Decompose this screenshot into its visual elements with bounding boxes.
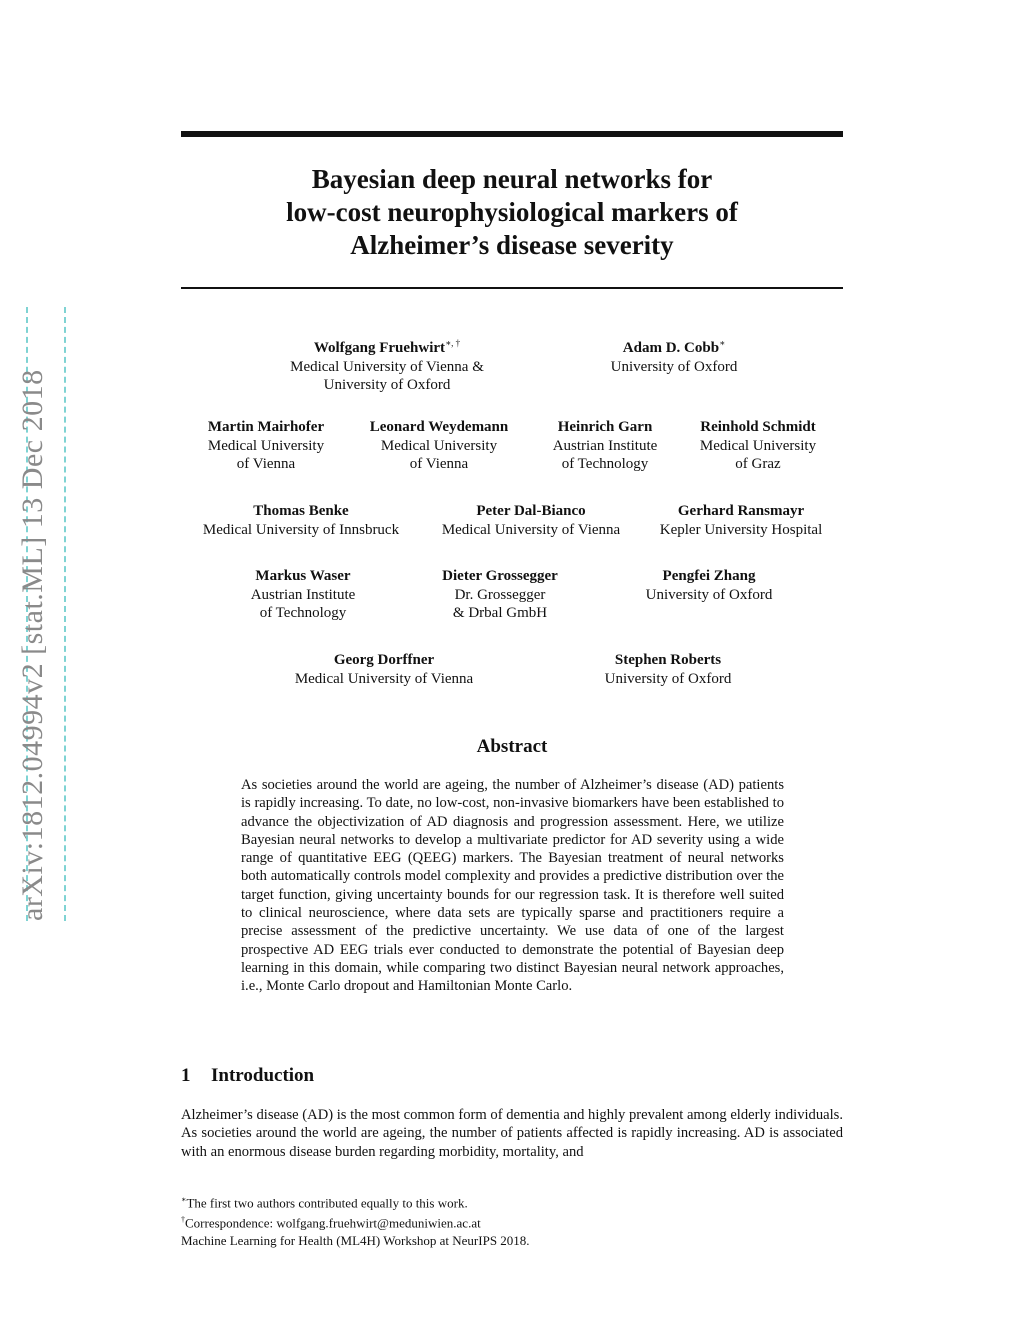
author-block xyxy=(530,418,680,474)
author-affiliation: University of Oxford xyxy=(610,358,738,375)
author-block xyxy=(683,418,833,474)
author-block xyxy=(583,651,753,688)
abstract-text: As societies around the world are ageing, the number of Alzheimer’s disease (AD) patients is rapidly increasing. To date, no low-cost, non-invasive biomarkers have been established to advance the objectivization of AD diagnosis and progression assessment. Here, we utilize Bayesian neural networks to develop a multivariate predictor for AD severity using a wide range of quantitative EEG (QEEG) markers. The Bayesian treatment of neural networks both automatically controls model complexity and provides a predictive distribution over the target function, giving uncertainty bounds for our regression task. It is therefore well suited to clinical neuroscience, where data sets are typically sparse and practitioners require a precise assessment of the predictive uncertainty. We use data of one of the largest prospective AD EEG trials ever conducted to demonstrate the potential of Bayesian deep learning in this domain, while comparing two distinct Bayesian neural network approaches, i.e., Monte Carlo dropout and Hamiltonian Monte Carlo. xyxy=(241,777,784,995)
author-name: Peter Dal-Bianco xyxy=(476,503,586,519)
author-affiliation: Medical University of Vienna xyxy=(441,521,621,538)
author-affiliation: Medical University xyxy=(380,437,498,454)
author-block xyxy=(223,567,383,623)
abstract-heading: Abstract xyxy=(476,736,548,757)
author-affiliation: Medical University xyxy=(207,437,325,454)
title-line-2: low-cost neurophysiological markers of xyxy=(286,197,738,227)
author-name: Dieter Grossegger xyxy=(442,568,558,584)
footnote-mark: ∗ xyxy=(181,1195,187,1204)
author-affiliation: of Vienna xyxy=(409,456,469,472)
author-affiliation: of Technology xyxy=(259,605,347,621)
author-name: Leonard Weydemann xyxy=(369,419,509,435)
author-affiliation: University of Oxford xyxy=(323,377,451,393)
title-rule-top xyxy=(181,131,843,137)
author-block xyxy=(354,418,524,474)
author-affiliation: Austrian Institute xyxy=(250,586,356,603)
author-name: Wolfgang Fruehwirt xyxy=(313,340,446,356)
author-block xyxy=(420,567,580,623)
section-heading xyxy=(181,1065,314,1087)
footnote-text: Correspondence: wolfgang.fruehwirt@meduniwien.ac.at xyxy=(185,1215,481,1231)
author-affiliation: Medical University of Innsbruck xyxy=(202,521,400,538)
arxiv-watermark-frame xyxy=(16,307,66,921)
author-affiliation: Dr. Grossegger xyxy=(454,586,546,603)
author-affiliation: of Vienna xyxy=(236,456,296,472)
author-affiliation: Kepler University Hospital xyxy=(659,521,823,538)
author-name: Reinhold Schmidt xyxy=(700,419,816,435)
author-affiliation: Medical University of Vienna & xyxy=(290,358,484,375)
title-line-3: Alzheimer’s disease severity xyxy=(350,230,674,260)
author-block xyxy=(186,502,416,539)
author-block xyxy=(267,334,507,395)
author-mark: ∗ xyxy=(719,338,726,348)
author-affiliation: Austrian Institute xyxy=(552,437,658,454)
author-block xyxy=(641,502,841,539)
author-affiliation: Medical University of Vienna xyxy=(294,670,474,687)
author-name: Markus Waser xyxy=(255,568,351,584)
author-name: Pengfei Zhang xyxy=(662,568,756,584)
author-block xyxy=(186,418,346,474)
author-name: Gerhard Ransmayr xyxy=(677,503,805,519)
footnotes xyxy=(181,1191,530,1249)
author-affiliation: University of Oxford xyxy=(604,670,732,687)
author-affiliation: University of Oxford xyxy=(645,586,773,603)
footnote-mark: † xyxy=(181,1215,185,1225)
author-name: Adam D. Cobb xyxy=(622,340,720,356)
venue-note: Machine Learning for Health (ML4H) Workshop at NeurIPS 2018. xyxy=(181,1232,530,1248)
author-block xyxy=(584,334,764,376)
section-title: Introduction xyxy=(211,1065,315,1086)
author-mark: ∗, † xyxy=(445,338,461,348)
author-block xyxy=(624,567,794,604)
author-affiliation: Medical University xyxy=(699,437,817,454)
author-name: Georg Dorffner xyxy=(333,652,435,668)
author-affiliation: of Technology xyxy=(561,456,649,472)
introduction-text: Alzheimer’s disease (AD) is the most common form of dementia and highly prevalent among elderly individuals. As societies around the world are ageing, the number of patients affected is rapidly increasing. AD is associated with an enormous disease burden regarding morbidity, mortality, and xyxy=(181,1107,843,1160)
author-name: Martin Mairhofer xyxy=(207,419,325,435)
author-affiliation: of Graz xyxy=(735,456,781,472)
footnote-text: The first two authors contributed equally to this work. xyxy=(186,1195,468,1211)
author-name: Thomas Benke xyxy=(253,503,349,519)
section-number: 1 xyxy=(181,1065,191,1086)
author-block xyxy=(274,651,494,688)
arxiv-watermark: arXiv:1812.04994v2 [stat.ML] 13 Dec 2018 xyxy=(16,369,49,921)
author-block xyxy=(421,502,641,539)
title-rule-bottom xyxy=(181,287,843,289)
paper-title xyxy=(181,163,843,262)
author-name: Stephen Roberts xyxy=(614,652,722,668)
author-affiliation: & Drbal GmbH xyxy=(452,605,548,621)
title-line-1: Bayesian deep neural networks for xyxy=(311,164,713,194)
author-name: Heinrich Garn xyxy=(557,419,653,435)
